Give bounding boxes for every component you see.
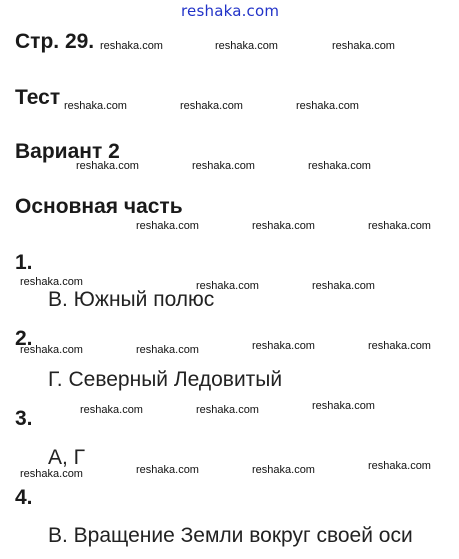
watermark: reshaka.com bbox=[368, 220, 431, 232]
watermark: reshaka.com bbox=[64, 100, 127, 112]
site-logo[interactable]: reshaka.com bbox=[181, 2, 280, 20]
watermark: reshaka.com bbox=[252, 220, 315, 232]
watermark: reshaka.com bbox=[196, 404, 259, 416]
watermark: reshaka.com bbox=[136, 464, 199, 476]
watermark: reshaka.com bbox=[196, 280, 259, 292]
watermark: reshaka.com bbox=[20, 468, 83, 480]
question-number: 4. bbox=[15, 486, 33, 509]
question-number: 3. bbox=[15, 407, 33, 430]
watermark: reshaka.com bbox=[80, 404, 143, 416]
watermark: reshaka.com bbox=[192, 160, 255, 172]
section-heading: Основная часть bbox=[15, 195, 183, 218]
watermark: reshaka.com bbox=[215, 40, 278, 52]
page-heading: Стр. 29. bbox=[15, 30, 95, 53]
question-answer: В. Южный полюс bbox=[48, 288, 215, 311]
watermark: reshaka.com bbox=[76, 160, 139, 172]
watermark: reshaka.com bbox=[368, 460, 431, 472]
watermark: reshaka.com bbox=[252, 464, 315, 476]
watermark: reshaka.com bbox=[312, 400, 375, 412]
watermark: reshaka.com bbox=[312, 280, 375, 292]
question-number: 2. bbox=[15, 327, 33, 350]
question-answer: Г. Северный Ледовитый bbox=[48, 368, 283, 391]
watermark: reshaka.com bbox=[20, 344, 83, 356]
watermark: reshaka.com bbox=[136, 220, 199, 232]
watermark: reshaka.com bbox=[308, 160, 371, 172]
question-answer: А, Г bbox=[48, 446, 86, 469]
watermark: reshaka.com bbox=[332, 40, 395, 52]
watermark: reshaka.com bbox=[252, 340, 315, 352]
watermark: reshaka.com bbox=[100, 40, 163, 52]
watermark: reshaka.com bbox=[136, 344, 199, 356]
question-answer: В. Вращение Земли вокруг своей оси bbox=[48, 524, 413, 547]
watermark: reshaka.com bbox=[296, 100, 359, 112]
watermark: reshaka.com bbox=[20, 276, 83, 288]
variant-heading: Вариант 2 bbox=[15, 140, 120, 163]
watermark: reshaka.com bbox=[180, 100, 243, 112]
watermark: reshaka.com bbox=[368, 340, 431, 352]
question-number: 1. bbox=[15, 251, 33, 274]
test-heading: Тест bbox=[15, 86, 61, 109]
